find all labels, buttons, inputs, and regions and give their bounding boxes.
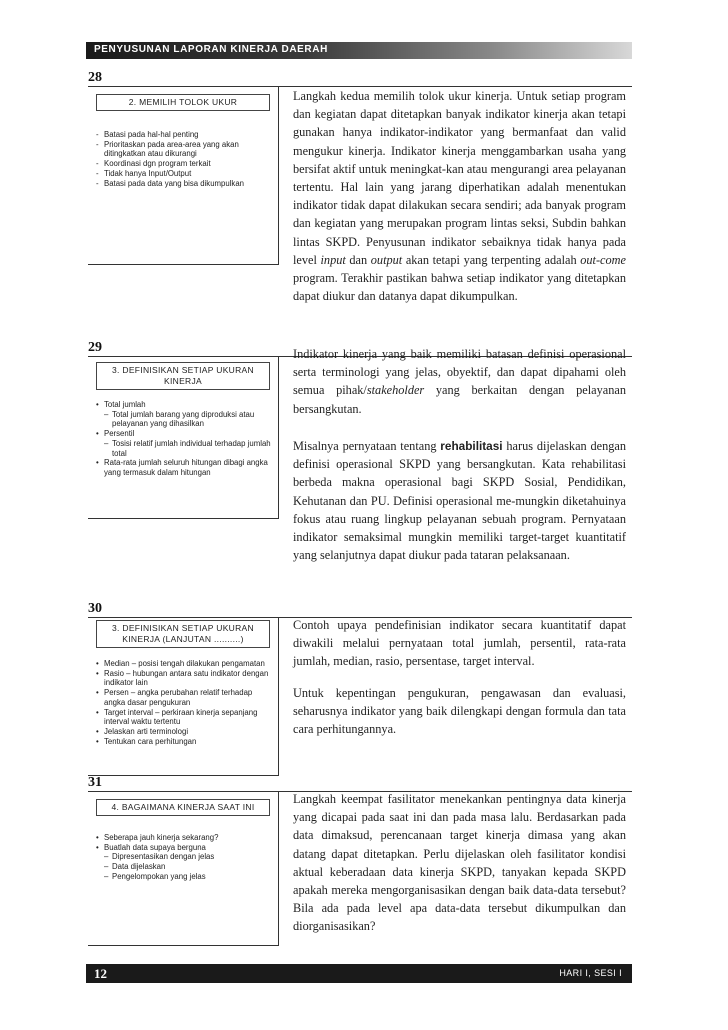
text-run: Contoh upaya pendefinisian indikator secara kuantitatif dapat diwakili melalui pernyataan total jumlah, persentil, rata-rata jumlah, median, rasio, persentase, target interval. xyxy=(293,618,626,669)
bullet-text: Jelaskan arti terminologi xyxy=(104,726,189,736)
bullet-text: Tidak hanya Input/Output xyxy=(104,168,192,178)
slide-title: 4. BAGAIMANA KINERJA SAAT INI xyxy=(96,799,270,816)
bullet-text: Tosisi relatif jumlah individual terhadap jumlah total xyxy=(112,438,271,458)
bullet-marker: • xyxy=(96,668,99,678)
slide-box xyxy=(88,356,279,519)
bullet-text: Batasi pada hal-hal penting xyxy=(104,130,199,139)
bullet-text: Tentukan cara perhitungan xyxy=(104,736,197,746)
slide-bullet xyxy=(94,400,272,410)
header-title: PENYUSUNAN LAPORAN KINERJA DAERAH xyxy=(94,44,328,55)
text-run: program. Terakhir pastikan bahwa setiap indikator yang ditetapkan dapat diukur dan datanya dapat dikumpulkan. xyxy=(293,271,626,304)
italic-term: out-come xyxy=(580,252,626,267)
body-paragraph xyxy=(293,345,626,418)
italic-term: input xyxy=(320,252,346,267)
slide-bullet xyxy=(94,688,272,707)
bullet-text: Persen – angka perubahan relatif terhadap angka dasar pengukuran xyxy=(104,688,253,707)
bullet-marker: • xyxy=(96,688,99,698)
bullet-marker: - xyxy=(96,130,99,139)
slide-box xyxy=(88,86,279,265)
slide-box xyxy=(88,791,279,946)
bullet-text: Pengelompokan yang jelas xyxy=(112,871,206,881)
bullet-marker: • xyxy=(96,726,99,736)
slide-number: 30 xyxy=(88,601,102,616)
bullet-marker: - xyxy=(96,159,99,169)
slide-bullet xyxy=(94,669,272,688)
slide-bullet xyxy=(94,862,272,872)
text-run: Indikator kinerja yang baik memiliki batasan definisi operasional serta terminologi yang jelas, obyektif, dan dapat dipahami oleh semua pihak/ xyxy=(293,347,626,398)
bullet-marker: - xyxy=(96,168,99,178)
slide-title: 3. DEFINISIKAN SETIAP UKURAN KINERJA (LANJUTAN ..........) xyxy=(96,620,270,648)
bold-term: rehabilitasi xyxy=(440,439,503,453)
bullet-list xyxy=(94,400,272,478)
bullet-marker: – xyxy=(104,409,109,419)
bullet-marker: – xyxy=(104,852,109,862)
bullet-marker: • xyxy=(96,400,99,409)
bullet-text: Rata-rata jumlah seluruh hitungan dibagi angka yang termasuk dalam hitungan xyxy=(104,458,268,477)
bullet-marker: – xyxy=(104,438,109,448)
bullet-list xyxy=(94,833,272,882)
slide-number: 28 xyxy=(88,70,102,85)
slide-bullet xyxy=(94,410,272,429)
bullet-list xyxy=(94,130,272,188)
slide-bullet xyxy=(94,179,272,189)
text-run: akan tetapi yang terpenting adalah xyxy=(402,252,581,267)
footer-session-label: HARI I, SESI I xyxy=(559,968,622,978)
text-run: Misalnya pernyataan tentang xyxy=(293,439,441,453)
bullet-marker: • xyxy=(96,429,99,439)
text-run: Langkah keempat fasilitator menekankan pentingnya data kinerja yang dicapai pada saat ini dan pada masa lalu. Berdasarkan pada data dimaksud, perencanaan target kinerja dimasa yang akan datang dapat ditetapkan. Perlu dijelaskan oleh fasilitator kondisi aktual keberadaan data kinerja SKPD, tanyakan kepada SKPD apakah mereka mengorganisasikan dengan baik data-data tersebut? Bila ada pada level apa data-data tersebut dikumpulkan dan diorganisasikan? xyxy=(293,792,626,934)
slide-bullets xyxy=(94,659,272,746)
slide-bullet xyxy=(94,852,272,862)
slide-bullets xyxy=(94,130,272,188)
bullet-marker: • xyxy=(96,659,99,668)
slide-title: 3. DEFINISIKAN SETIAP UKURAN KINERJA xyxy=(96,362,270,390)
slide-box xyxy=(88,617,279,776)
slide-title: 2. MEMILIH TOLOK UKUR xyxy=(96,94,270,111)
bullet-text: Median – posisi tengah dilakukan pengamatan xyxy=(104,659,265,668)
bullet-marker: - xyxy=(96,139,99,149)
bullet-text: Prioritaskan pada area-area yang akan ditingkatkan atau dikurangi xyxy=(104,139,239,159)
bullet-marker: • xyxy=(96,736,99,746)
slide-bullet xyxy=(94,130,272,140)
italic-term: output xyxy=(370,252,403,267)
body-paragraph xyxy=(293,616,626,671)
bullet-text: Target interval – perkiraan kinerja sepanjang interval waktu tertentu xyxy=(104,707,258,727)
slide-bullet xyxy=(94,727,272,737)
slide-bullet xyxy=(94,843,272,853)
bullet-marker: • xyxy=(96,833,99,842)
bullet-text: Dipresentasikan dengan jelas xyxy=(112,852,215,862)
bullet-text: Data dijelaskan xyxy=(112,862,166,872)
slide-bullet xyxy=(94,659,272,669)
bullet-text: Batasi pada data yang bisa dikumpulkan xyxy=(104,178,245,188)
body-paragraph xyxy=(293,437,626,564)
body-paragraph xyxy=(293,87,626,305)
running-header xyxy=(86,42,632,59)
slide-bullet xyxy=(94,159,272,169)
text-run: yang berkaitan dengan pelayanan bersangkutan. xyxy=(293,383,626,416)
slide-bullets xyxy=(94,833,272,882)
bullet-marker: – xyxy=(104,862,109,872)
slide-number: 31 xyxy=(88,775,102,790)
bullet-text: Total jumlah barang yang diproduksi atau pelayanan yang dihasilkan xyxy=(112,409,255,429)
slide-bullet xyxy=(94,872,272,882)
bullet-text: Koordinasi dgn program terkait xyxy=(104,159,211,169)
body-paragraph xyxy=(293,684,626,739)
bullet-marker: • xyxy=(96,458,99,468)
italic-term: stakeholder xyxy=(366,383,425,398)
slide-bullet xyxy=(94,140,272,159)
bullet-marker: – xyxy=(104,871,109,881)
text-run: harus dijelaskan dengan definisi operasional SKPD yang bersangkutan. Kata rehabilitasi berbeda makna operasional bagi SKPD Sosial, Pendidikan, Kehutanan dan PU. Definisi operasional me-mungkin diketahuinya fokus atau ruang lingkup pelayanan sebuah program. Pernyataan indikator semaksimal mungkin memiliki target-target kuantitatif yang selanjutnya dapat diukur pada tataran pelaksanaan. xyxy=(293,439,626,563)
slide-number: 29 xyxy=(88,340,102,355)
slide-bullet xyxy=(94,439,272,458)
slide-bullet xyxy=(94,458,272,477)
slide-bullets xyxy=(94,400,272,478)
slide-bullet xyxy=(94,833,272,843)
text-run: Langkah kedua memilih tolok ukur kinerja. Untuk setiap program dan kegiatan dapat ditetapkan banyak indikator kinerja akan tetapi gunakan hanya indikator-indikator yang bermanfaat dan valid mengukur kinerja. Indikator kinerja menggambarkan usaha yang bersifat aktif untuk meningkat-kan atau mengurangi area pelayanan tertentu. Hal lain yang jarang diperhatikan adalah menentukan indikator tidak dapat dilakukan secara sendiri; ada banyak program dan kegiatan yang merupakan program lintas seksi, Subdin bahkan lintas SKPD. Penyusunan indikator sebaiknya tidak hanya pada level xyxy=(293,89,626,267)
text-run: dan xyxy=(345,252,371,267)
bullet-list xyxy=(94,659,272,746)
body-paragraph xyxy=(293,790,626,936)
bullet-marker: • xyxy=(96,842,99,852)
bullet-text: Rasio – hubungan antara satu indikator dengan indikator lain xyxy=(104,668,269,688)
page-number: 12 xyxy=(94,966,107,981)
slide-bullet xyxy=(94,169,272,179)
slide-bullet xyxy=(94,737,272,747)
bullet-marker: • xyxy=(96,707,99,717)
bullet-text: Total jumlah xyxy=(104,400,146,409)
slide-bullet xyxy=(94,429,272,439)
bullet-text: Seberapa jauh kinerja sekarang? xyxy=(104,833,219,842)
running-footer xyxy=(86,964,632,983)
bullet-marker: - xyxy=(96,178,99,188)
slide-bullet xyxy=(94,708,272,727)
text-run: Untuk kepentingan pengukuran, pengawasan dan evaluasi, seharusnya indikator yang baik dilengkapi dengan formula dan tata cara perhitungannya. xyxy=(293,686,626,737)
bullet-text: Buatlah data supaya berguna xyxy=(104,842,206,852)
bullet-text: Persentil xyxy=(104,429,135,439)
